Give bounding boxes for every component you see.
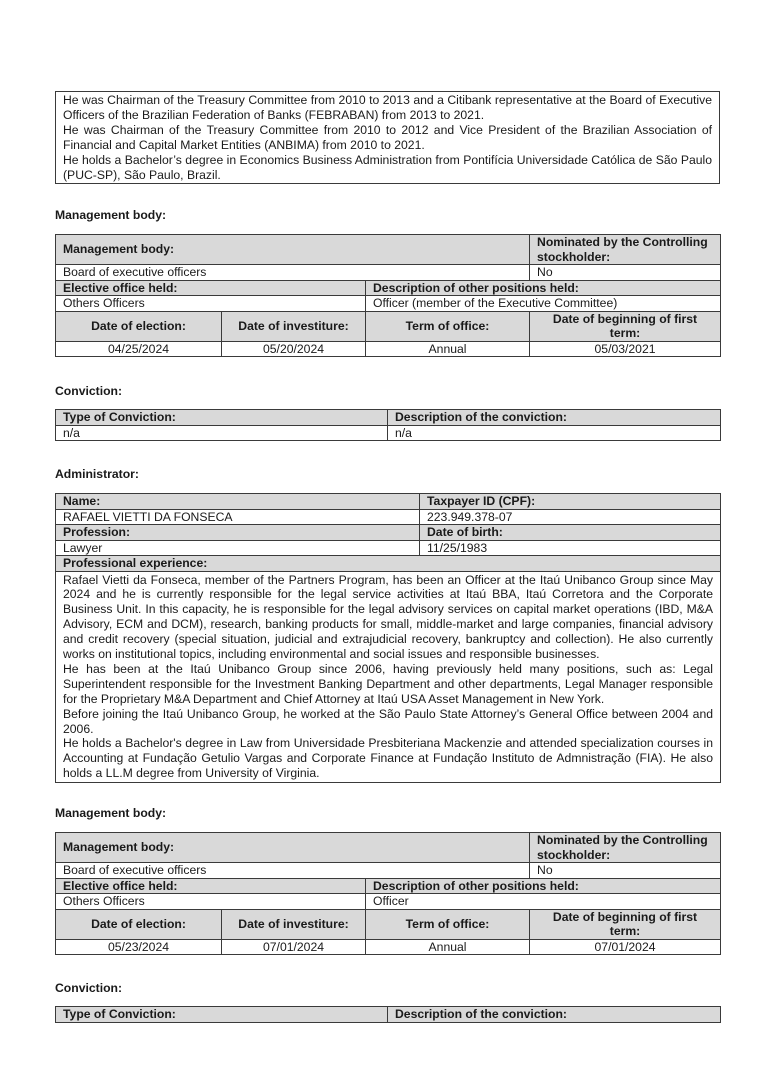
section-title-conviction: Conviction: [55, 384, 123, 398]
desc-conviction-label: Description of the conviction: [388, 1007, 721, 1023]
management-body-label: Management body: [56, 235, 530, 265]
name-label: Name: [56, 494, 420, 510]
nominated-label: Nominated by the Controlling stockholder: [530, 235, 721, 265]
dob-label: Date of birth: [420, 525, 721, 541]
type-conviction-label: Type of Conviction: [56, 1007, 388, 1023]
experience-paragraph: Rafael Vietti da Fonseca, member of the Partners Program, has been an Officer at the Itaú Unibanco Group since May 2024 and he is currently responsible for the legal service activities at Itaú BBA, Itaú Corretora and the Corporate Business Unit. In this capacity, he is responsible for the legal advisory services on capital market operations (IBD, M&A Advisory, ECM and DCM), research, banking products for small, middle-market and large companies, financial advisory and credit recovery (special situation, judicial and extrajudicial recovery, bankruptcy and collection). He also currently works on institutional topics, including environmental and social issues and responsible businesses. [63, 572, 713, 662]
experience-paragraph: Before joining the Itaú Unibanco Group, he worked at the São Paulo State Attorney’s General Office between 2004 and 2006. [63, 706, 713, 736]
section-title-management-body: Management body: [55, 806, 167, 820]
bio-paragraph: He was Chairman of the Treasury Committee from 2010 to 2012 and Vice President of the Brazilian Association of Financial and Capital Market Entities (ANBIMA) from 2010 to 2021. [63, 122, 712, 152]
date-election-label: Date of election: [56, 909, 222, 939]
other-positions-value: Officer (member of the Executive Committee) [366, 296, 721, 312]
conviction-table [55, 1006, 721, 1023]
nominated-value: No [530, 265, 721, 281]
type-conviction-value: n/a [56, 425, 388, 441]
first-term-value: 05/03/2021 [530, 341, 721, 357]
taxpayer-value: 223.949.378-07 [420, 509, 721, 525]
profession-label: Profession: [56, 525, 420, 541]
date-investiture-value: 07/01/2024 [222, 939, 366, 955]
professional-experience-text [56, 571, 721, 783]
date-election-value: 05/23/2024 [56, 939, 222, 955]
first-term-label: Date of beginning of first term: [530, 909, 721, 939]
other-positions-label: Description of other positions held: [366, 280, 721, 296]
term-office-label: Term of office: [366, 311, 530, 341]
management-body-value: Board of executive officers [56, 863, 530, 879]
term-office-label: Term of office: [366, 909, 530, 939]
conviction-table [55, 409, 721, 441]
term-office-value: Annual [366, 341, 530, 357]
experience-paragraph: He has been at the Itaú Unibanco Group since 2006, having previously held many positions, such as: Legal Superintendent responsible for the Investment Banking Department and other departments, Legal Manager responsible for the Proprietary M&A Department and Chief Attorney at Itaú USA Asset Management in New York. [63, 661, 713, 706]
management-body-value: Board of executive officers [56, 265, 530, 281]
date-election-value: 04/25/2024 [56, 341, 222, 357]
elective-office-value: Others Officers [56, 296, 366, 312]
date-election-label: Date of election: [56, 311, 222, 341]
date-investiture-label: Date of investiture: [222, 909, 366, 939]
dob-value: 11/25/1983 [420, 540, 721, 556]
other-positions-value: Officer [366, 894, 721, 910]
administrator-table [55, 493, 721, 783]
nominated-label: Nominated by the Controlling stockholder: [530, 833, 721, 863]
experience-paragraph: He holds a Bachelor's degree in Law from Universidade Presbiteriana Mackenzie and attended specialization courses in Accounting at Fundação Getulio Vargas and Corporate Finance at Fundação Instituto de Admnistração (FIA). He also holds a LL.M degree from University of Virginia. [63, 736, 713, 781]
term-office-value: Annual [366, 939, 530, 955]
other-positions-label: Description of other positions held: [366, 878, 721, 894]
type-conviction-label: Type of Conviction: [56, 410, 388, 426]
section-title-administrator: Administrator: [55, 467, 139, 481]
nominated-value: No [530, 863, 721, 879]
professional-experience-label: Professional experience: [56, 556, 721, 572]
elective-office-value: Others Officers [56, 894, 366, 910]
date-investiture-value: 05/20/2024 [222, 341, 366, 357]
desc-conviction-label: Description of the conviction: [388, 410, 721, 426]
bio-paragraph: He holds a Bachelor’s degree in Economics Business Administration from Pontifícia Universidade Católica de São Paulo (PUC-SP), São Paulo, Brazil. [63, 152, 712, 182]
first-term-label: Date of beginning of first term: [530, 311, 721, 341]
elective-office-label: Elective office held: [56, 280, 366, 296]
management-body-table [55, 832, 721, 955]
bio-box [55, 91, 720, 184]
first-term-value: 07/01/2024 [530, 939, 721, 955]
bio-paragraph: He was Chairman of the Treasury Committee from 2010 to 2013 and a Citibank representative at the Board of Executive Officers of the Brazilian Federation of Banks (FEBRABAN) from 2013 to 2021. [63, 93, 712, 122]
desc-conviction-value: n/a [388, 425, 721, 441]
management-body-label: Management body: [56, 833, 530, 863]
date-investiture-label: Date of investiture: [222, 311, 366, 341]
section-title-conviction: Conviction: [55, 981, 123, 995]
taxpayer-label: Taxpayer ID (CPF): [420, 494, 721, 510]
management-body-table [55, 234, 721, 357]
section-title-management-body: Management body: [55, 208, 167, 222]
name-value: RAFAEL VIETTI DA FONSECA [56, 509, 420, 525]
elective-office-label: Elective office held: [56, 878, 366, 894]
profession-value: Lawyer [56, 540, 420, 556]
bio-text [56, 92, 720, 184]
